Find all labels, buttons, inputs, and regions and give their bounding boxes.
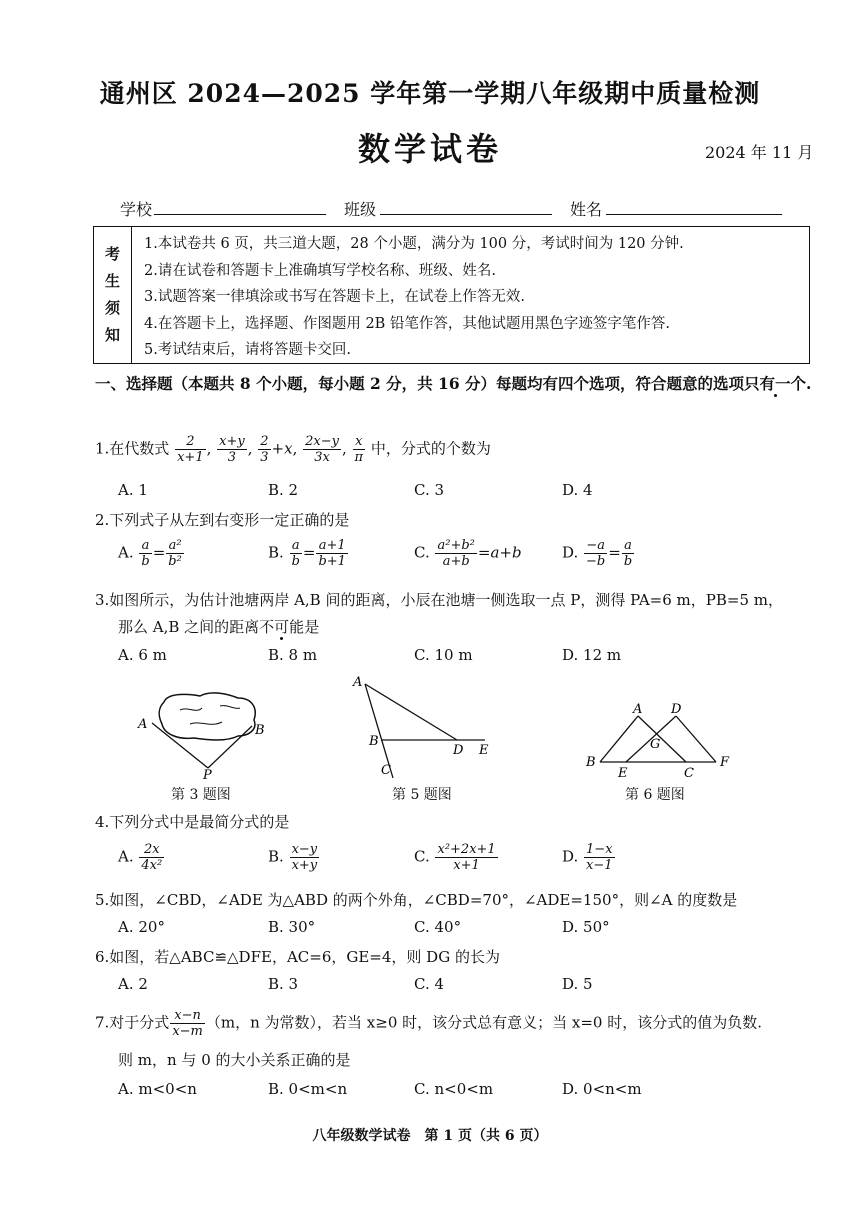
q5-option-d[interactable]: D. 50° (562, 918, 610, 936)
question-6: 6.如图，若△ABC≌△DFE，AC=6，GE=4，则 DG 的长为 (95, 948, 500, 966)
q1-option-c[interactable]: C. 3 (414, 481, 445, 499)
q1-option-a[interactable]: A. 1 (118, 481, 148, 499)
notice-item: 5.考试结束后，请将答题卡交回. (144, 342, 351, 358)
expr-frac: $\frac{x}{\pi}$ (354, 434, 364, 465)
q4-option-a[interactable]: A. $\frac{2x}{\text{4x²}}$ (118, 842, 163, 873)
notice-heading (94, 227, 132, 363)
expr-frac: $\frac{x+y}{3}$ (219, 434, 245, 465)
q1-option-b[interactable]: B. 2 (268, 481, 299, 499)
notice-heading-char: 生 (104, 272, 120, 290)
notice-heading-char: 知 (104, 326, 120, 344)
q7-option-c[interactable]: C. n<0<m (414, 1080, 494, 1098)
exam-date: 2024 年 11 月 (705, 143, 814, 162)
label-a: A (138, 717, 148, 732)
q5-option-b[interactable]: B. 30° (268, 918, 316, 936)
expr-frac: $\frac{2}{3}$ (260, 434, 269, 465)
q7-option-b[interactable]: B. 0<m<n (268, 1080, 348, 1098)
question-3: 3.如图所示，为估计池塘两岸 A,B 间的距离，小辰在池塘一侧选取一点 P，测得 PA=6 m，PB=5 m， (95, 591, 783, 609)
notice-item: 3.试题答案一律填涂或书写在答题卡上，在试卷上作答无效. (144, 289, 525, 305)
pond-shape (159, 693, 255, 740)
question-5: 5.如图，∠CBD，∠ADE 为△ABD 的两个外角，∠CBD=70°，∠ADE=150°，则∠A 的度数是 (95, 891, 738, 909)
school-field[interactable] (154, 214, 326, 215)
notice-item: 1.本试卷共 6 页，共三道大题，28 个小题，满分为 100 分，考试时间为 120 分钟. (144, 236, 684, 252)
q7-suffix: （m，n 为常数），若当 x≥0 时，该分式总有意义；当 x=0 时，该分式的值为负数. (205, 1013, 763, 1032)
label-d: D (453, 743, 464, 758)
segment-pb (208, 726, 252, 768)
page-title: 通州区 2024—2025 学年第一学期八年级期中质量检测 (99, 79, 761, 108)
expr-frac: $\frac{2}{x+1}$ (177, 434, 204, 465)
label-b: B (586, 755, 596, 770)
figure-3-caption: 第 3 题图 (171, 787, 231, 803)
school-label: 学校 (120, 200, 153, 219)
q7-option-a[interactable]: A. m<0<n (118, 1080, 197, 1098)
q3-option-d[interactable]: D. 12 m (562, 646, 622, 664)
q3-option-b[interactable]: B. 8 m (268, 646, 318, 664)
q7-prefix: 7.对于分式 (95, 1013, 170, 1032)
question-7-line2: 则 m，n 与 0 的大小关系正确的是 (118, 1051, 351, 1069)
expr-frac: $\frac{2x-y}{3x}$ (305, 434, 339, 465)
notice-list (144, 231, 801, 364)
class-label: 班级 (344, 200, 377, 219)
name-label: 姓名 (570, 200, 603, 219)
notice-heading-char: 考 (104, 245, 120, 263)
page-footer: 八年级数学试卷 第 1 页（共 6 页） (312, 1128, 548, 1144)
q3-option-c[interactable]: C. 10 m (414, 646, 473, 664)
label-a: A (633, 702, 643, 717)
section-title-emphasis: 只有一个 (744, 374, 807, 393)
pond-texture (180, 706, 240, 725)
q3-emphasis: 不可能 (259, 618, 305, 636)
q3-option-a[interactable]: A. 6 m (118, 646, 167, 664)
figure-3 (130, 680, 280, 780)
class-field[interactable] (380, 214, 552, 215)
label-c: C (381, 763, 391, 778)
section-title-text: 一、选择题（本题共 8 个小题，每小题 2 分，共 16 分）每题均有四个选项，符合题意的选项 (95, 374, 745, 393)
q6-option-c[interactable]: C. 4 (414, 975, 445, 993)
page-subtitle: 数学试卷 (357, 130, 502, 168)
q2-option-c[interactable]: C. $\frac{\text{a²+b²}}{a+b}$ =a+b (414, 538, 522, 569)
section-title-end: . (806, 374, 812, 393)
label-e: E (479, 743, 489, 758)
line-ab (600, 716, 638, 762)
label-b: B (255, 723, 265, 738)
figure-5-caption: 第 5 题图 (392, 787, 452, 803)
question-2: 2.下列式子从左到右变形一定正确的是 (95, 511, 350, 529)
label-a: A (353, 675, 363, 690)
notice-heading-char: 须 (104, 299, 120, 317)
question-4: 4.下列分式中是最简分式的是 (95, 813, 290, 831)
q7-option-d[interactable]: D. 0<n<m (562, 1080, 642, 1098)
name-field[interactable] (606, 214, 782, 215)
figure-6-caption: 第 6 题图 (625, 787, 685, 803)
notice-box (93, 226, 810, 364)
q4-option-c[interactable]: C. $\frac{\text{x²+2x+1}}{x+1}$ (414, 842, 496, 873)
q6-option-d[interactable]: D. 5 (562, 975, 593, 993)
q3-text: 那么 A,B 之间的距离 (118, 618, 260, 636)
notice-item: 4.在答题卡上，选择题、作图题用 2B 铅笔作答，其他试题用黑色字迹签字笔作答. (144, 315, 671, 332)
q6-option-b[interactable]: B. 3 (268, 975, 299, 993)
q5-option-a[interactable]: A. 20° (118, 918, 165, 936)
segment-pa (152, 723, 208, 768)
label-f: F (720, 755, 730, 770)
notice-item: 2.请在试卷和答题卡上准确填写学校名称、班级、姓名. (144, 262, 496, 279)
q2-option-a[interactable]: A. $\frac{a}{b}$ = $\frac{\text{a²}}{\text{b²}}$ (118, 538, 182, 569)
expr-frac: $\frac{x-n}{x-m}$ (172, 1008, 203, 1039)
q2-option-d[interactable]: D. $\frac{-a}{-b}$ = $\frac{a}{b}$ (562, 538, 633, 569)
section-title (95, 369, 820, 399)
q5-option-c[interactable]: C. 40° (414, 918, 462, 936)
q1-option-d[interactable]: D. 4 (562, 481, 593, 499)
label-d: D (671, 702, 682, 717)
q4-option-b[interactable]: B. $\frac{x-y}{x+y}$ (268, 842, 318, 873)
line-ac (638, 716, 686, 762)
label-p: P (203, 768, 212, 780)
figure-5 (345, 674, 505, 782)
q3-text-end: 是 (304, 618, 320, 636)
q2-option-b[interactable]: B. $\frac{a}{b}$ = $\frac{a+1}{b+1}$ (268, 538, 346, 569)
label-c: C (684, 766, 694, 781)
line-df (676, 716, 716, 762)
q1-suffix: 中，分式的个数为 (370, 439, 491, 458)
question-7 (95, 1008, 825, 1039)
question-1: 1.在代数式 $\frac{2}{x+1}$ , $\frac{x+y}{3}$ , $\frac{2}{3}$ +x, $\frac{2x-y}{3x}$ , $\frac{x}{\pi}$ 中，分式的个数为 (95, 434, 491, 465)
label-e: E (618, 766, 628, 781)
q1-prefix: 1.在代数式 (95, 439, 170, 458)
figure-6 (580, 700, 740, 782)
label-b: B (369, 734, 379, 749)
q6-option-a[interactable]: A. 2 (118, 975, 148, 993)
label-g: G (650, 737, 661, 752)
question-3-line2 (118, 616, 319, 638)
q4-option-d[interactable]: D. $\frac{1-x}{x-1}$ (562, 842, 613, 873)
